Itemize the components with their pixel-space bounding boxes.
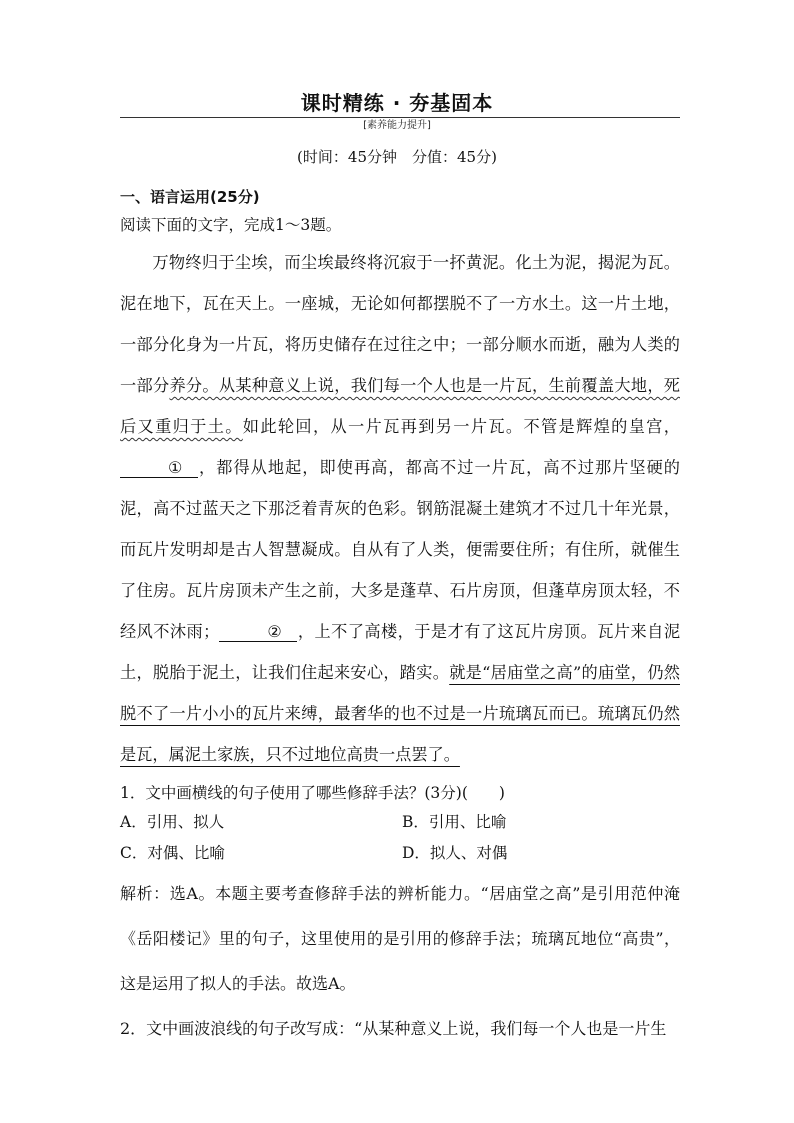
- passage-paragraph: [120, 242, 680, 775]
- blank-1: ①: [120, 459, 198, 478]
- wavy-underlined-sentence: 养分。从某种意义上说，我们每一个人也是一片瓦，生前覆盖大地，死后又重归于土。: [120, 376, 680, 436]
- blank-2: ②: [219, 623, 297, 642]
- time-score-info: (时间：45分钟 分值：45分): [297, 148, 497, 166]
- passage-text-4: ，上不了高楼，于是才有了这瓦片房顶。瓦片来自泥土，脱胎于泥土，让我们住起来安心，踏实。: [120, 622, 681, 682]
- question-1: 1．文中画横线的句子使用了哪些修辞手法？(3分)( ): [120, 784, 505, 802]
- passage-text-1: 万物终归于尘埃，而尘埃最终将沉寂于一抔黄泥。化土为泥，揭泥为瓦。泥在地下，瓦在天上。一座城，无论如何都摆脱不了一方水土。这一片土地，一部分化身为一片瓦，将历史储存在过往之中；一部分顺水而逝，融为人类的一部分: [120, 253, 680, 395]
- page-subtitle: [素养能力提升]: [363, 120, 431, 131]
- page-title: 课时精练 · 夯基固本: [0, 91, 794, 115]
- question-2: 2．文中画波浪线的句子改写成：“从某种意义上说，我们每一个人也是一片生: [120, 1019, 667, 1038]
- section-instruction: 阅读下面的文字，完成1～3题。: [120, 216, 342, 234]
- option-c: C．对偶、比喻: [120, 844, 225, 862]
- passage-text-2: 如此轮回，从一片瓦再到另一片瓦。不管是辉煌的皇宫，: [242, 417, 680, 436]
- underlined-sentence: 就是“居庙堂之高”的庙堂，仍然脱不了一片小小的瓦片来缚，最奢华的也不过是一片琉璃瓦而已。琉璃瓦仍然是瓦，属泥土家族，只不过地位高贵一点罢了。: [120, 663, 680, 764]
- section-heading: 一、语言运用(25分): [120, 188, 260, 206]
- reading-passage: [120, 242, 680, 775]
- analysis-text: 解析：选A。本题主要考查修辞手法的辨析能力。“居庙堂之高”是引用范仲淹《岳阳楼记》里的句子，这里使用的是引用的修辞手法；琉璃瓦地位“高贵”，这是运用了拟人的手法。故选A。: [120, 884, 680, 993]
- option-b: B．引用、比喻: [402, 813, 507, 831]
- option-a: A．引用、拟人: [120, 813, 225, 831]
- option-d: D．拟人、对偶: [402, 844, 508, 862]
- answer-explanation: [120, 871, 680, 1051]
- passage-text-3: ，都得从地起，即使再高，都高不过一片瓦，高不过那片坚硬的泥，高不过蓝天之下那泛着青灰的色彩。钢筋混凝土建筑才不过几十年光景，而瓦片发明却是古人智慧凝成。自从有了人类，便需要住所；有住所，就催生了住房。瓦片房顶未产生之前，大多是蓬草、石片房顶，但蓬草房顶太轻，不经风不沐雨；: [120, 458, 680, 641]
- header-rule: [120, 117, 680, 118]
